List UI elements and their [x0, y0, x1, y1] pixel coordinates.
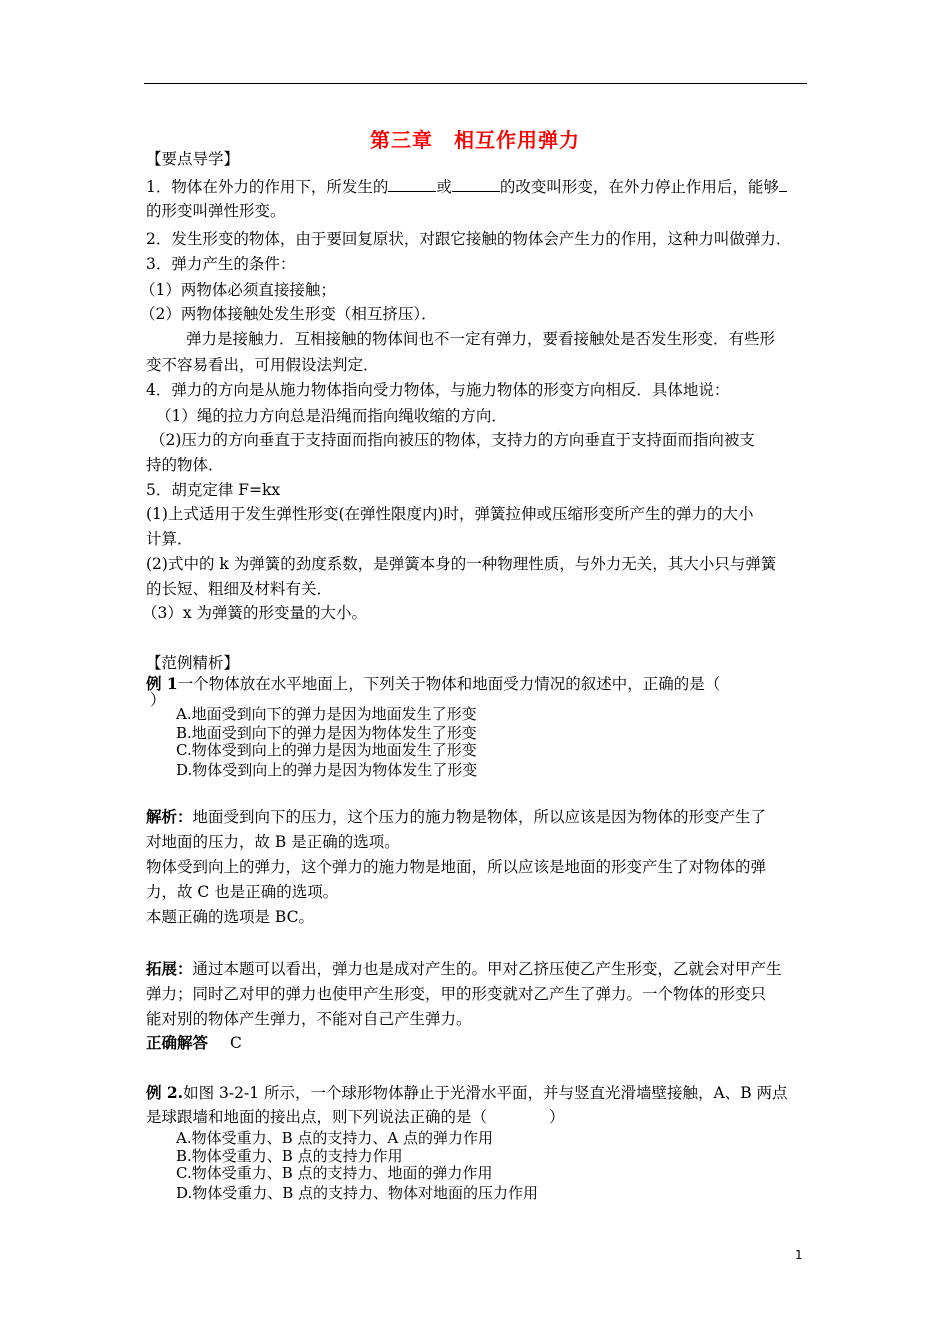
- section-heading-examples: 【范例精析】: [146, 654, 240, 672]
- point-5-item-1-line-2: 计算．: [146, 530, 193, 548]
- example-1-option-c: C.物体受到向上的弹力是因为地面发生了形变: [176, 741, 477, 759]
- extension-line-1: 拓展：通过本题可以看出，弹力也是成对产生的。甲对乙挤压使乙产生形变，乙就会对甲产生: [146, 959, 782, 978]
- example-2-option-a: A.物体受重力、B 点的支持力、A 点的弹力作用: [176, 1129, 493, 1147]
- example-2-option-b: B.物体受重力、B 点的支持力作用: [176, 1147, 403, 1165]
- blank-1: [388, 177, 436, 192]
- point-4: 4．弹力的方向是从施力物体指向受力物体，与施力物体的形变方向相反．具体地说：: [146, 381, 730, 399]
- point-5: 5．胡克定律 F=kx: [146, 481, 281, 499]
- point-1-line-1: 1．物体在外力的作用下，所发生的 或 的改变叫形变，在外力停止作用后，能够: [146, 176, 787, 198]
- point-5-item-1-line-1: (1)上式适用于发生弹性形变(在弹性限度内)时，弹簧拉伸或压缩形变所产生的弹力的大小: [146, 505, 754, 523]
- point-4-item-2-line-1: （2)压力的方向垂直于支持面而指向被压的物体，支持力的方向垂直于支持面而指向被支: [150, 431, 755, 449]
- analysis-line-3: 物体受到向上的弹力，这个弹力的施力物是地面，所以应该是地面的形变产生了对物体的弹: [146, 858, 767, 876]
- point-4-item-1: （1）绳的拉力方向总是沿绳而指向绳收缩的方向．: [156, 407, 507, 425]
- example-2-option-c: C.物体受重力、B 点的支持力、地面的弹力作用: [176, 1164, 493, 1182]
- header-rule: [144, 83, 807, 84]
- point-3-note-line-2: 变不容易看出，可用假设法判定．: [146, 356, 379, 374]
- blank-2: [452, 177, 500, 192]
- point-2: 2．发生形变的物体，由于要回复原状，对跟它接触的物体会产生力的作用，这种力叫做弹力．: [146, 230, 792, 248]
- example-1-option-a: A.地面受到向下的弹力是因为地面发生了形变: [176, 705, 477, 723]
- analysis-line-4: 力，故 C 也是正确的选项。: [146, 883, 339, 901]
- point-4-item-2-line-2: 持的物体．: [146, 456, 224, 474]
- correct-answer: 正确解答 C: [146, 1033, 242, 1052]
- extension-line-3: 能对别的物体产生弹力，不能对自己产生弹力。: [146, 1010, 472, 1028]
- extension-line-2: 弹力；同时乙对甲的弹力也使甲产生形变，甲的形变就对乙产生了弹力。一个物体的形变只: [146, 985, 767, 1003]
- example-2-option-d: D.物体受重力、B 点的支持力、物体对地面的压力作用: [176, 1184, 539, 1202]
- point-3: 3．弹力产生的条件：: [146, 255, 296, 273]
- blank-3: [779, 177, 787, 192]
- example-1-question: 例 1一个物体放在水平地面上，下列关于物体和地面受力情况的叙述中，正确的是（: [146, 674, 721, 693]
- chapter-title: 第三章 相互作用弹力: [370, 128, 580, 152]
- analysis-line-1: 解析：地面受到向下的压力，这个压力的施力物是物体，所以应该是因为物体的形变产生了: [146, 807, 767, 826]
- point-5-item-2-line-2: 的长短、粗细及材料有关．: [146, 580, 333, 598]
- example-2-line-2: 是球跟墙和地面的接出点，则下列说法正确的是（ ）: [146, 1108, 565, 1126]
- example-1-option-b: B.地面受到向下的弹力是因为物体发生了形变: [176, 724, 477, 742]
- example-2-line-1: 例 2.如图 3-2-1 所示，一个球形物体静止于光滑水平面，并与竖直光滑墙壁接触，A、B 两点: [146, 1083, 788, 1102]
- analysis-line-2: 对地面的压力，故 B 是正确的选项。: [146, 833, 400, 851]
- point-5-item-2-line-1: (2)式中的 k 为弹簧的劲度系数，是弹簧本身的一种物理性质，与外力无关，其大小只与弹簧: [146, 555, 777, 573]
- point-5-item-3: （3）x 为弹簧的形变量的大小。: [142, 604, 368, 622]
- point-1-line-2: 的形变叫弹性形变。: [146, 202, 286, 220]
- point-3-item-1: （1）两物体必须直接接触；: [140, 281, 336, 299]
- point-3-note-line-1: 弹力是接触力．互相接触的物体间也不一定有弹力，要看接触处是否发生形变．有些形: [186, 330, 776, 348]
- example-1-option-d: D.物体受到向上的弹力是因为物体发生了形变: [176, 761, 478, 779]
- page-number: 1: [795, 1248, 803, 1262]
- example-1-close-paren: ）: [150, 691, 166, 709]
- analysis-line-5: 本题正确的选项是 BC。: [146, 908, 314, 926]
- section-heading-key-points: 【要点导学】: [146, 150, 240, 168]
- point-3-item-2: （2）两物体接触处发生形变（相互挤压）．: [140, 305, 437, 323]
